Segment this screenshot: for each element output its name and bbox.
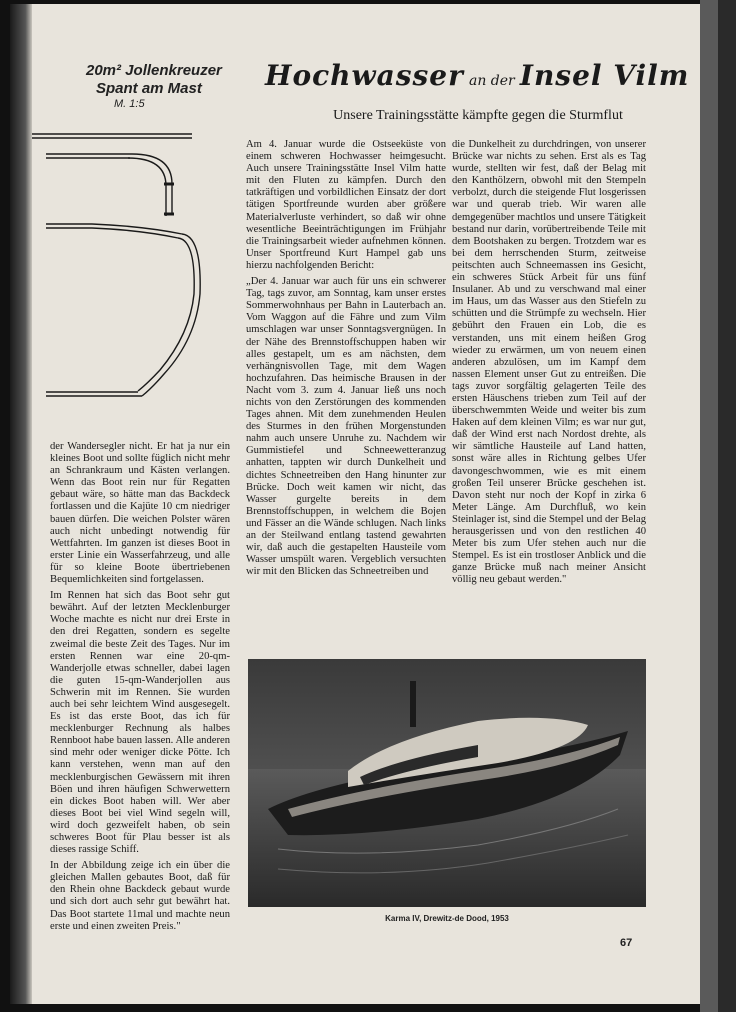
headline-word-insel-vilm: Insel Vilm <box>519 59 690 92</box>
drawing-scale: M. 1:5 <box>114 98 145 110</box>
drawing-title-line2: Spant am Mast <box>96 80 202 97</box>
left-paragraph: der Wandersegler nicht. Er hat ja nur ein kleines Boot und sollte füglich nicht mehr an Schrankraum und Kästen verlangen. Wenn das Boot rein nur für Regatten gebaut wäre, so hätte man das Backdeck fortlassen und die Kajüte 10 cm niedriger bauen dürfen. Die weichen Polster wären auch nicht unbedingt notwendig für Wettfahrten. Im ganzen ist dieses Boot in erster Linie ein Wasserfahrzeug, und alle für so kleine Boote übertriebenen Bequemlichkeiten sind fortgelassen. <box>50 441 230 586</box>
middle-paragraph: „Der 4. Januar war auch für uns ein schwerer Tag, tags zuvor, am Sonntag, kam unser erstes Sommerwohnhaus per Bahn in Lauterbach an. Vom Waggon auf die Fähre und zum Vilm umschlagen war unser Sonntagsvergnügen. In der Nähe des Brennstoffschuppen haben wir alles gestapelt, um es am nächsten, dem verhängnisvollen Tage, mit dem Wagen hochzufahren. Das heimische Brausen in der Nacht vom 3. zum 4. Januar ließ uns noch nichts von den Zerstörungen des kommenden Tages ahnen. Mit dem zunehmenden Heulen des Sturmes in den frühen Morgenstunden nahm auch unsere Unruhe zu. Nachdem wir Gummistiefel und Schneewetteranzug anhatten, tappten wir durch Dunkelheit und dichtes Schneetreiben den Hang hinunter zur Brücke. Doch weit kamen wir nicht, das Wasser gurgelte bereits in dem Brennstoffschuppen, in welchem die Bojen und Fässer an die Wände schlugen. Nach links an der Steilwand entlang tastend gewahrten wir, daß auch die gestapelten Hausteile vom Wasser umspült waren. Vergeblich versuchten wir mit den Blicken das Schneetreiben und <box>246 276 446 578</box>
right-text-column <box>452 139 646 586</box>
page-spine-shadow <box>10 4 32 1004</box>
right-paragraph: die Dunkelheit zu durchdringen, von unserer Brücke war nichts zu sehen. Erst als es Tag wurde, stellten wir fest, daß der Belag mit den Kanthölzern, obwohl mit den Stempeln verbolzt, durch die steigende Flut losgerissen war und querab trieb. Wir waren alle demgegenüber machtlos und unsere Tätigkeit bestand nur darin, vorübertreibende Teile mit dem Bootshaken zu bergen. Trotzdem war es bei dem herrschenden Sturm, zeitweise peitschten auch Schneemassen ins Gesicht, ein schweres Stück Arbeit für uns fünf Insulaner. Ab und zu verschwand mal einer im Haus, um das Wasser aus den Stiefeln zu schütten und die Strümpfe zu wechseln. Hier gebührt den Frauen ein Lob, die es verstanden, uns mit einem heißen Grog wieder zu erwärmen, um von neuem einen anderen abzulösen, um im Kampf dem nassen Element unser Gut zu entreißen. Die tags zuvor sorgfältig gelagerten Teile des ersten Häuschens trieben zum Teil auf der überschwemmten Weide und weiter bis zum Haken auf dem kleinen Vilm; es war nur gut, daß der Wind erst nach Nordost drehte, als wir sämtliche Hausteile auf Land hatten, sonst wäre alles in Richtung gelbes Ufer davongeschwommen, wie es mit einem großen Teil unserer Brücke geschehen ist. Davon steht nur noch der Kopf in zirka 6 Meter Länge. Am Durchfluß, wo kein Steinlager ist, sind die Stempel und der Belag herausgerissen und von den restlichen 40 Meter bis zum Ufer stehen auch nur die Stempel. Es ist ein trostloser Anblick und die ganze Brücke muß nach meiner Ansicht völlig neu gebaut werden." <box>452 139 646 586</box>
drawing-title <box>86 62 246 110</box>
hull-section-drawing <box>32 124 232 404</box>
drawing-title-line1: 20m² Jollenkreuzer <box>86 62 222 79</box>
left-paragraph: Im Rennen hat sich das Boot sehr gut bewährt. Auf der letzten Mecklenburger Woche machte es nicht nur drei Erste in den drei Regatten, sondern es segelte zweimal die beste Zeit des Tages. Nur im ersten Rennen war eine 20-qm-Wanderjolle etwas schneller, dabei lagen die guten 15-qm-Wanderjollen aus Schwerin mit im Rennen. Sie wurden auch bei sehr leichtem Wind ausgesegelt. Es ist das erste Boot, das ich für mecklenburger Rechnung als halbes Rennboot habe bauen lassen. Alle anderen sind mehr oder weniger dicke Pötte. Ich kann verstehen, wenn man auf den mecklenburgischen Gewässern mit ihren Böen und ihren häufigen Schwerwettern ein dickes Boot haben will. Wer aber dieses Boot bei viel Wind segeln will, wird doch gezweifelt haben, ob sein schweres Boot für Plau besser ist als dieses rassige Schiff. <box>50 590 230 856</box>
article-subheadline: Unsere Trainingsstätte kämpfte gegen die Sturmflut <box>333 108 623 123</box>
photo-caption: Karma IV, Drewitz-de Dood, 1953 <box>385 914 509 923</box>
magazine-page <box>10 4 700 1004</box>
boat-photo <box>248 659 646 907</box>
article-headline <box>265 59 695 111</box>
middle-paragraph: Am 4. Januar wurde die Ostseeküste von einem schweren Hochwasser heimgesucht. Auch unsere Trainingsstätte Insel Vilm hatte mit den Fluten zu kämpfen. Durch den tatkräftigen und vorbildlichen Einsatz der dort tätigen Sportfreunde wurden aber größere Materialverluste verhindert, so daß wir ohne wesentliche Beeinträchtigungen im Frühjahr die Trainingsarbeit wieder aufnehmen können. Unser Sportfreund Kurt Hampel gab uns hierzu nachfolgenden Bericht: <box>246 139 446 271</box>
page-number: 67 <box>620 937 633 949</box>
headline-word-an-der: an der <box>468 73 515 89</box>
left-text-column <box>50 441 230 933</box>
background-edge-dark <box>718 0 736 1012</box>
headline-word-hochwasser: Hochwasser <box>265 59 464 92</box>
middle-text-column <box>246 139 446 578</box>
left-paragraph: In der Abbildung zeige ich ein über die gleichen Mallen gebautes Boot, daß für den Rhein ohne Backdeck gebaut wurde und sich dort auch sehr gut bewährt hat. Das Boot startete 11mal und machte neun erste und einen zweiten Preis." <box>50 860 230 932</box>
